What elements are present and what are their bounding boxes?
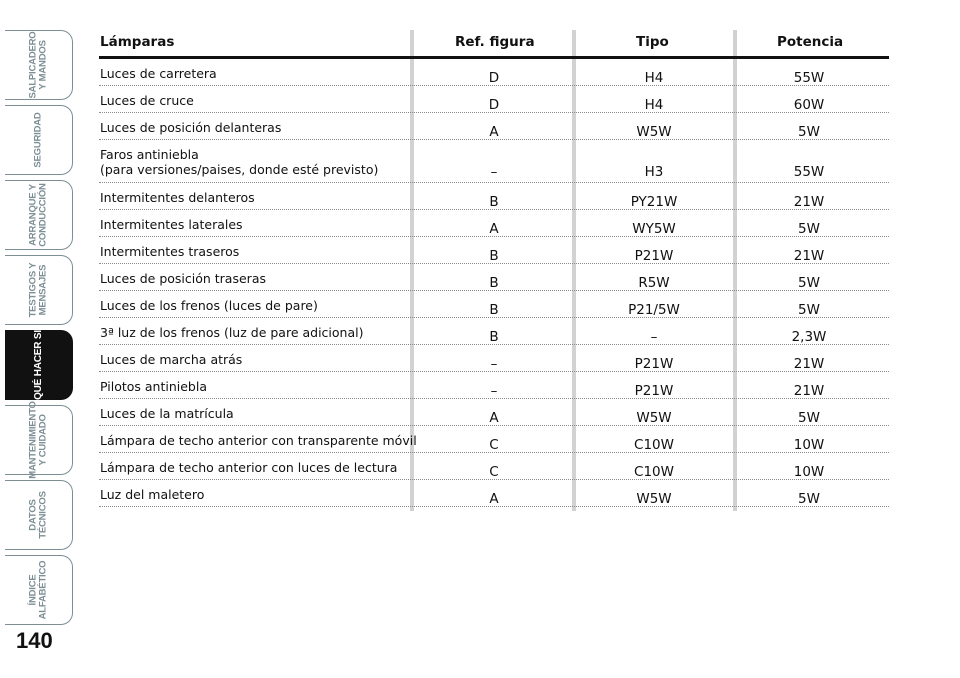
cell-tipo: P21W xyxy=(634,383,674,399)
table-row xyxy=(99,86,889,113)
cell-tipo: H4 xyxy=(644,70,664,86)
cell-ref-figura: C xyxy=(489,464,499,480)
page-number: 140 xyxy=(16,628,53,653)
cell-ref-figura: A xyxy=(489,491,499,507)
cell-ref-figura: – xyxy=(490,383,498,399)
table-row xyxy=(99,264,889,291)
cell-lampara: Luces de la matrícula xyxy=(100,406,234,421)
tab-label: SALPICADERO Y MANDOS xyxy=(27,31,49,99)
cell-potencia: 5W xyxy=(798,124,820,140)
cell-potencia: 5W xyxy=(798,221,820,237)
table-row xyxy=(99,318,889,345)
cell-ref-figura: A xyxy=(489,221,499,237)
cell-potencia: 5W xyxy=(798,410,820,426)
tab-datos-tecnicos[interactable] xyxy=(5,480,73,550)
table-row xyxy=(99,113,889,140)
cell-potencia: 10W xyxy=(793,437,825,453)
tab-label: ÍNDICE ALFABÉTICO xyxy=(27,560,49,620)
cell-potencia: 55W xyxy=(793,164,825,180)
cell-lampara: Intermitentes delanteros xyxy=(100,190,255,205)
cell-lampara: Luces de marcha atrás xyxy=(100,352,243,367)
cell-ref-figura: B xyxy=(489,194,499,210)
table-row xyxy=(99,291,889,318)
tab-label: DATOS TÉCNICOS xyxy=(27,491,49,539)
cell-ref-figura: B xyxy=(489,248,499,264)
cell-potencia: 21W xyxy=(793,356,825,372)
cell-ref-figura: B xyxy=(489,275,499,291)
cell-potencia: 2,3W xyxy=(791,329,827,345)
header-tipo: Tipo xyxy=(636,34,669,50)
table-row xyxy=(99,480,889,507)
tab-seguridad[interactable] xyxy=(5,105,73,175)
tab-mantenimiento[interactable] xyxy=(5,401,73,479)
cell-tipo: C10W xyxy=(634,437,674,453)
cell-lampara: Luces de carretera xyxy=(100,66,217,81)
cell-ref-figura: B xyxy=(489,302,499,318)
tab-label: TESTIGOS Y MENSAJES xyxy=(27,262,49,318)
tab-que-hacer-si[interactable] xyxy=(5,330,73,400)
header-potencia: Potencia xyxy=(777,34,844,50)
cell-tipo: P21W xyxy=(634,356,674,372)
cell-tipo: PY21W xyxy=(630,194,678,210)
table-row xyxy=(99,345,889,372)
cell-lampara: Lámpara de techo anterior con transparente móvil xyxy=(100,433,417,448)
cell-potencia: 60W xyxy=(793,97,825,113)
cell-potencia: 21W xyxy=(793,248,825,264)
cell-potencia: 5W xyxy=(798,491,820,507)
tab-indice[interactable] xyxy=(5,555,73,625)
cell-lampara: Luz del maletero xyxy=(100,487,205,502)
cell-lampara: Intermitentes traseros xyxy=(100,244,240,259)
cell-tipo: W5W xyxy=(636,410,672,426)
cell-lampara: Luces de los frenos (luces de pare) xyxy=(100,298,318,313)
cell-potencia: 5W xyxy=(798,302,820,318)
cell-tipo: W5W xyxy=(636,124,672,140)
cell-tipo: R5W xyxy=(638,275,670,291)
cell-tipo: H4 xyxy=(644,97,664,113)
cell-ref-figura: D xyxy=(488,97,500,113)
tab-testigos[interactable] xyxy=(5,255,73,325)
cell-ref-figura: B xyxy=(489,329,499,345)
cell-lampara: Luces de posición traseras xyxy=(100,271,266,286)
table-row xyxy=(99,237,889,264)
table-header xyxy=(99,30,889,59)
cell-lampara: Luces de cruce xyxy=(100,93,194,108)
tab-label: MANTENIMIENTO Y CUIDADO xyxy=(27,401,49,479)
cell-potencia: 10W xyxy=(793,464,825,480)
cell-ref-figura: C xyxy=(489,437,499,453)
cell-lampara: 3ª luz de los frenos (luz de pare adicional) xyxy=(100,325,364,340)
lamp-table xyxy=(99,30,889,507)
table-row xyxy=(99,372,889,399)
cell-tipo: H3 xyxy=(644,164,664,180)
table-row xyxy=(99,453,889,480)
cell-lampara: Pilotos antiniebla xyxy=(100,379,208,394)
cell-ref-figura: – xyxy=(490,356,498,372)
cell-lampara: Lámpara de techo anterior con luces de lectura xyxy=(100,460,398,475)
cell-tipo: P21/5W xyxy=(628,302,680,318)
cell-tipo: WY5W xyxy=(632,221,676,237)
table-row xyxy=(99,426,889,453)
cell-tipo: P21W xyxy=(634,248,674,264)
cell-lampara: Faros antiniebla (para versiones/paises, donde esté previsto) xyxy=(100,147,379,177)
cell-tipo: C10W xyxy=(634,464,674,480)
header-lamparas: Lámparas xyxy=(100,34,175,50)
table-row xyxy=(99,399,889,426)
cell-lampara: Intermitentes laterales xyxy=(100,217,243,232)
tab-label: SEGURIDAD xyxy=(32,112,44,168)
cell-tipo: W5W xyxy=(636,491,672,507)
table-row xyxy=(99,210,889,237)
cell-tipo: – xyxy=(650,329,658,345)
cell-potencia: 5W xyxy=(798,275,820,291)
cell-potencia: 21W xyxy=(793,383,825,399)
cell-potencia: 55W xyxy=(793,70,825,86)
tab-salpicadero[interactable] xyxy=(5,30,73,100)
cell-potencia: 21W xyxy=(793,194,825,210)
tab-arranque[interactable] xyxy=(5,180,73,250)
cell-lampara: Luces de posición delanteras xyxy=(100,120,282,135)
cell-ref-figura: A xyxy=(489,124,499,140)
cell-ref-figura: A xyxy=(489,410,499,426)
cell-ref-figura: D xyxy=(488,70,500,86)
tab-label: ARRANQUE Y CONDUCCIÓN xyxy=(27,183,49,247)
table-row xyxy=(99,140,889,183)
table-row xyxy=(99,59,889,86)
header-ref-figura: Ref. figura xyxy=(455,34,535,50)
cell-ref-figura: – xyxy=(490,164,498,180)
table-row xyxy=(99,183,889,210)
tab-label: QUÉ HACER SI xyxy=(32,330,44,400)
